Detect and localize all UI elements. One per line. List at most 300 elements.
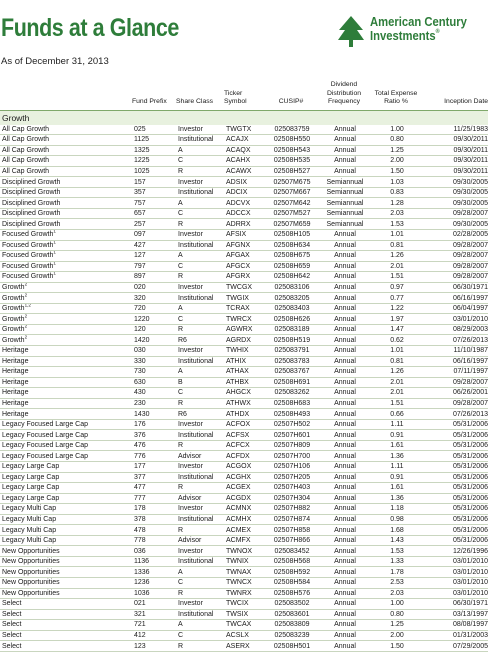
cell-cusip (264, 556, 318, 567)
cell-prefix-text: 030 (134, 347, 146, 355)
cell-fund (0, 588, 132, 599)
cell-share-class (176, 588, 224, 599)
cell-expense-ratio-text: 1.51 (390, 399, 404, 407)
cell-inception-text: 09/30/2011 (453, 136, 488, 144)
cell-inception (422, 430, 488, 441)
cell-cusip-text: 02508H626 (273, 315, 311, 323)
cell-inception-text: 07/29/2005 (452, 642, 488, 650)
cell-fund (0, 462, 132, 473)
cell-prefix (132, 599, 176, 610)
cell-cusip (264, 440, 318, 451)
cell-fund-text: Heritage (2, 378, 29, 386)
cell-cusip (264, 198, 318, 209)
cell-inception-text: 06/26/2001 (452, 389, 488, 397)
cell-inception-text: 05/31/2006 (452, 484, 488, 492)
cell-ticker (224, 578, 264, 589)
cell-ticker (224, 588, 264, 599)
cell-fund-text: New Opportunities (2, 547, 60, 555)
cell-prefix (132, 630, 176, 641)
cell-ticker (224, 567, 264, 578)
cell-prefix-text: 1125 (134, 136, 150, 144)
cell-ticker (224, 367, 264, 378)
cell-frequency (318, 335, 370, 346)
cell-share-class-text: A (178, 305, 183, 313)
cell-prefix-text: 720 (134, 305, 146, 313)
cell-prefix-text: 730 (134, 368, 146, 376)
cell-inception (422, 641, 488, 652)
cell-inception (422, 462, 488, 473)
cell-inception (422, 630, 488, 641)
cell-prefix (132, 335, 176, 346)
cell-share-class (176, 324, 224, 335)
cell-ticker-text: ACFOX (226, 421, 251, 429)
table-row (0, 440, 488, 451)
cell-ticker (224, 208, 264, 219)
cell-ticker-text: ATHBX (226, 378, 249, 386)
cell-inception (422, 451, 488, 462)
cell-frequency-text: Annual (334, 336, 356, 344)
cell-frequency (318, 261, 370, 272)
cell-cusip (264, 324, 318, 335)
cell-inception (422, 293, 488, 304)
cell-fund (0, 177, 132, 188)
cell-cusip-text: 025083791 (274, 347, 310, 355)
cell-share-class-text: Institutional (178, 431, 214, 439)
cell-share-class (176, 377, 224, 388)
cell-inception (422, 282, 488, 293)
table-row (0, 419, 488, 430)
cell-share-class-text: A (178, 568, 183, 576)
cell-cusip-text: 02508H501 (273, 642, 311, 650)
cell-cusip (264, 219, 318, 230)
cell-fund-text: Heritage (2, 357, 29, 365)
cell-ticker-text: TWNIX (226, 558, 249, 566)
cell-frequency-text: Annual (334, 473, 356, 481)
cell-ticker (224, 335, 264, 346)
cell-prefix-text: 127 (134, 252, 146, 260)
cell-ticker (224, 409, 264, 420)
cell-ticker-text: ADCIX (226, 189, 248, 197)
cell-expense-ratio (370, 187, 422, 198)
cell-inception-text: 08/29/2003 (452, 326, 488, 334)
cell-share-class-text: A (178, 621, 183, 629)
cell-expense-ratio-text: 2.53 (390, 579, 404, 587)
cell-cusip-text: 02507H874 (273, 516, 311, 523)
table-row (0, 156, 488, 167)
cell-cusip-text: 02507H403 (273, 484, 311, 492)
cell-fund (0, 440, 132, 451)
cell-expense-ratio (370, 335, 422, 346)
cell-cusip-text: 02507H601 (273, 431, 311, 439)
cell-fund-text: All Cap Growth (2, 125, 50, 133)
cell-share-class (176, 409, 224, 420)
cell-fund (0, 314, 132, 325)
cell-ticker-text: AFSIX (226, 231, 247, 239)
cell-cusip-text: 02508H527 (273, 167, 311, 175)
cell-fund (0, 641, 132, 652)
cell-inception (422, 504, 488, 515)
cell-inception (422, 145, 488, 156)
table-row (0, 314, 488, 325)
table-row (0, 125, 488, 135)
cell-share-class-text: R (178, 442, 184, 450)
cell-fund-text: Select (2, 642, 22, 650)
cell-inception-text: 09/30/2005 (452, 178, 488, 186)
cell-fund (0, 261, 132, 272)
cell-expense-ratio-text: 0.80 (390, 610, 404, 618)
cell-frequency (318, 514, 370, 525)
cell-cusip-text: 02507H882 (273, 505, 311, 513)
cell-ticker (224, 472, 264, 483)
cell-fund (0, 578, 132, 589)
cell-share-class-text: Investor (178, 178, 203, 186)
cell-share-class (176, 251, 224, 262)
cell-frequency-text: Annual (334, 357, 356, 365)
logo-line2-text: Investments (370, 29, 436, 43)
cell-inception (422, 240, 488, 251)
cell-share-class (176, 345, 224, 356)
cell-prefix (132, 377, 176, 388)
cell-expense-ratio (370, 377, 422, 388)
cell-cusip (264, 388, 318, 399)
cell-frequency (318, 462, 370, 473)
cell-cusip-text: 02508H691 (273, 378, 311, 386)
cell-ticker-text: ASERX (226, 642, 250, 650)
cell-expense-ratio-text: 1.53 (390, 220, 404, 228)
cell-prefix-text: 778 (134, 537, 146, 545)
cell-cusip (264, 567, 318, 578)
cell-cusip (264, 493, 318, 504)
cell-ticker (224, 483, 264, 494)
cell-prefix (132, 546, 176, 557)
cell-expense-ratio-text: 1.22 (390, 305, 404, 313)
cell-frequency-text: Annual (334, 547, 356, 555)
cell-prefix-text: 321 (134, 610, 146, 618)
cell-inception-text: 09/30/2011 (453, 146, 488, 154)
as-of-date: As of December 31, 2013 (1, 56, 109, 67)
cell-expense-ratio (370, 261, 422, 272)
table-row (0, 229, 488, 240)
cell-prefix (132, 367, 176, 378)
cell-prefix (132, 177, 176, 188)
cell-ticker (224, 324, 264, 335)
table-row (0, 145, 488, 156)
cell-prefix (132, 483, 176, 494)
cell-cusip (264, 187, 318, 198)
cell-share-class-text: R (178, 326, 184, 334)
col-fund (0, 80, 132, 110)
cell-ticker (224, 187, 264, 198)
cell-ticker (224, 630, 264, 641)
cell-cusip (264, 335, 318, 346)
table-row (0, 641, 488, 652)
table-row (0, 483, 488, 494)
cell-frequency-text: Annual (334, 642, 356, 650)
cell-fund (0, 388, 132, 399)
cell-prefix-text: 025 (134, 125, 146, 133)
cell-ticker-text: ADRRX (226, 220, 251, 228)
cell-prefix-text: 476 (134, 442, 146, 450)
cell-inception-text: 05/31/2006 (452, 463, 488, 471)
cell-fund-text: Legacy Large Cap (2, 484, 60, 492)
cell-cusip (264, 356, 318, 367)
cell-fund-text: Legacy Multi Cap (2, 537, 57, 545)
cell-ticker (224, 535, 264, 546)
cell-share-class-text: C (178, 262, 184, 270)
cell-inception (422, 377, 488, 388)
cell-fund-text: Select (2, 600, 22, 608)
cell-expense-ratio-text: 0.81 (390, 357, 404, 365)
cell-prefix-text: 1136 (134, 558, 150, 566)
cell-frequency (318, 440, 370, 451)
cell-cusip-text: 02507M642 (273, 199, 311, 207)
cell-prefix (132, 388, 176, 399)
cell-share-class (176, 303, 224, 314)
cell-inception-text: 03/01/2010 (452, 315, 488, 323)
cell-expense-ratio-text: 1.18 (390, 505, 404, 513)
cell-prefix (132, 145, 176, 156)
cell-cusip (264, 303, 318, 314)
cell-frequency (318, 229, 370, 240)
cell-fund (0, 229, 132, 240)
cell-inception (422, 251, 488, 262)
cell-fund-text: Growth (2, 305, 25, 313)
cell-frequency (318, 324, 370, 335)
cell-fund-text: Heritage (2, 347, 29, 355)
cell-prefix (132, 409, 176, 420)
table-row (0, 578, 488, 589)
cell-frequency-text: Annual (334, 589, 356, 597)
cell-share-class (176, 261, 224, 272)
cell-expense-ratio (370, 219, 422, 230)
cell-frequency-text: Annual (334, 600, 356, 608)
cell-fund-text: All Cap Growth (2, 167, 50, 175)
cell-share-class (176, 398, 224, 409)
cell-frequency (318, 219, 370, 230)
col-share-class: Share Class (176, 98, 214, 105)
cell-fund-text: Disciplined Growth (2, 199, 61, 207)
cell-frequency (318, 567, 370, 578)
cell-inception-text: 03/01/2010 (452, 579, 488, 587)
cell-prefix-text: 357 (134, 189, 146, 197)
cell-frequency-text: Annual (334, 262, 356, 270)
cell-prefix (132, 440, 176, 451)
cell-fund (0, 377, 132, 388)
cell-ticker (224, 440, 264, 451)
cell-expense-ratio-text: 1.51 (390, 273, 404, 281)
cell-share-class (176, 156, 224, 167)
cell-ticker (224, 451, 264, 462)
cell-prefix (132, 229, 176, 240)
cell-share-class (176, 504, 224, 515)
cell-expense-ratio-text: 1.68 (390, 526, 404, 534)
cell-prefix-text: 721 (134, 621, 146, 629)
cell-inception (422, 419, 488, 430)
logo-line2 (370, 29, 440, 43)
section-header (0, 110, 488, 125)
cell-expense-ratio (370, 345, 422, 356)
cell-cusip-text: 025083759 (274, 125, 310, 133)
cell-share-class-text: Advisor (178, 537, 202, 545)
cell-expense-ratio-text: 1.36 (390, 452, 404, 460)
cell-fund (0, 145, 132, 156)
cell-inception-text: 09/28/2007 (452, 273, 488, 281)
cell-ticker-text: ACSLX (226, 632, 249, 640)
cell-fund-text: Legacy Multi Cap (2, 516, 57, 523)
cell-fund (0, 198, 132, 209)
cell-inception-text: 03/13/1997 (452, 610, 488, 618)
cell-fund-text: Legacy Focused Large Cap (2, 442, 88, 450)
cell-prefix (132, 198, 176, 209)
cell-expense-ratio (370, 440, 422, 451)
cell-prefix-text: 1420 (134, 336, 150, 344)
cell-inception (422, 535, 488, 546)
cell-fund (0, 620, 132, 631)
cell-expense-ratio-text: 1.26 (390, 252, 404, 260)
cell-share-class (176, 293, 224, 304)
cell-inception (422, 440, 488, 451)
cell-share-class-text: A (178, 252, 183, 260)
cell-expense-ratio (370, 314, 422, 325)
cell-expense-ratio-text: 1.36 (390, 494, 404, 502)
cell-frequency-text: Semiannual (326, 178, 364, 186)
cell-fund (0, 514, 132, 525)
table-row (0, 430, 488, 441)
cell-ticker (224, 345, 264, 356)
cell-expense-ratio-text: 1.53 (390, 547, 404, 555)
cell-cusip (264, 377, 318, 388)
cell-prefix (132, 208, 176, 219)
cell-ticker-text: ACMHX (226, 516, 252, 523)
tree-icon (336, 14, 366, 48)
cell-fund (0, 567, 132, 578)
cell-inception (422, 314, 488, 325)
cell-expense-ratio-text: 1.97 (390, 315, 404, 323)
cell-cusip (264, 546, 318, 557)
cell-expense-ratio (370, 166, 422, 177)
cell-ticker-text: ACAJX (226, 136, 249, 144)
cell-cusip-text: 02507H866 (273, 537, 311, 545)
cell-prefix (132, 314, 176, 325)
cell-expense-ratio (370, 451, 422, 462)
cell-fund-text: Growth (2, 326, 25, 334)
table-row (0, 398, 488, 409)
cell-inception-text: 09/28/2007 (452, 252, 488, 260)
cell-fund (0, 356, 132, 367)
cell-expense-ratio (370, 430, 422, 441)
cell-cusip-text: 02508H105 (273, 231, 311, 239)
cell-share-class-text: Investor (178, 421, 203, 429)
cell-cusip (264, 345, 318, 356)
cell-prefix (132, 240, 176, 251)
cell-fund-text: Select (2, 610, 22, 618)
cell-frequency-text: Semiannual (326, 199, 364, 207)
cell-inception (422, 409, 488, 420)
cell-fund-text: All Cap Growth (2, 157, 50, 165)
cell-inception (422, 546, 488, 557)
cell-fund (0, 409, 132, 420)
cell-cusip-text: 02507H858 (273, 526, 311, 534)
cell-prefix (132, 578, 176, 589)
cell-share-class (176, 282, 224, 293)
cell-share-class-text: Investor (178, 231, 203, 239)
cell-ticker (224, 282, 264, 293)
cell-frequency (318, 240, 370, 251)
cell-prefix (132, 324, 176, 335)
cell-ticker-text: AGWRX (226, 326, 253, 334)
cell-ticker-text: ACGEX (226, 484, 251, 492)
cell-frequency (318, 303, 370, 314)
cell-frequency-text: Annual (334, 579, 356, 587)
col-expense: Total Expense Ratio % (374, 89, 418, 105)
cell-fund (0, 525, 132, 536)
cell-prefix-text: 897 (134, 273, 146, 281)
cell-inception-text: 06/04/1997 (452, 305, 488, 313)
cell-ticker-text: ATHIX (226, 357, 247, 365)
cell-inception-text: 09/28/2007 (452, 241, 488, 249)
cell-fund (0, 335, 132, 346)
cell-expense-ratio (370, 251, 422, 262)
cell-inception (422, 483, 488, 494)
cell-expense-ratio-text: 1.01 (390, 347, 404, 355)
cell-share-class-text: R (178, 484, 184, 492)
cell-frequency-text: Annual (334, 399, 356, 407)
cell-frequency (318, 588, 370, 599)
cell-share-class-text: Advisor (178, 494, 202, 502)
cell-ticker (224, 145, 264, 156)
cell-expense-ratio-text: 1.25 (390, 621, 404, 629)
cell-fund-text: Disciplined Growth (2, 210, 61, 218)
cell-frequency (318, 504, 370, 515)
cell-frequency (318, 314, 370, 325)
cell-frequency (318, 198, 370, 209)
cell-cusip (264, 166, 318, 177)
cell-frequency (318, 430, 370, 441)
cell-ticker (224, 261, 264, 272)
cell-frequency (318, 535, 370, 546)
cell-ticker (224, 504, 264, 515)
cell-cusip-text: 025083502 (274, 600, 310, 608)
cell-fund (0, 251, 132, 262)
page-title: Funds at a Glance (1, 14, 179, 42)
cell-prefix-text: 427 (134, 241, 146, 249)
cell-ticker (224, 430, 264, 441)
cell-prefix (132, 419, 176, 430)
cell-expense-ratio-text: 2.01 (390, 378, 404, 386)
cell-fund (0, 546, 132, 557)
cell-frequency-text: Semiannual (326, 220, 364, 228)
cell-ticker-text: TWRCX (226, 315, 252, 323)
cell-share-class-text: Institutional (178, 558, 214, 566)
cell-inception (422, 303, 488, 314)
cell-ticker-text: AFGRX (226, 273, 251, 281)
cell-prefix (132, 620, 176, 631)
cell-ticker-text: TWNAX (226, 568, 252, 576)
cell-fund-text: Focused Growth (2, 241, 54, 249)
cell-frequency-text: Annual (334, 146, 356, 154)
cell-ticker-text: TWGTX (226, 125, 252, 133)
cell-cusip (264, 514, 318, 525)
cell-cusip-text: 025083205 (274, 294, 310, 302)
cell-expense-ratio (370, 282, 422, 293)
cell-frequency-text: Annual (334, 410, 356, 418)
cell-frequency-text: Annual (334, 136, 356, 144)
table-header (0, 80, 488, 110)
cell-share-class-text: Institutional (178, 473, 214, 481)
cell-frequency (318, 578, 370, 589)
cell-inception-text: 09/30/2005 (452, 199, 488, 207)
cell-cusip-text: 02507H700 (273, 452, 311, 460)
